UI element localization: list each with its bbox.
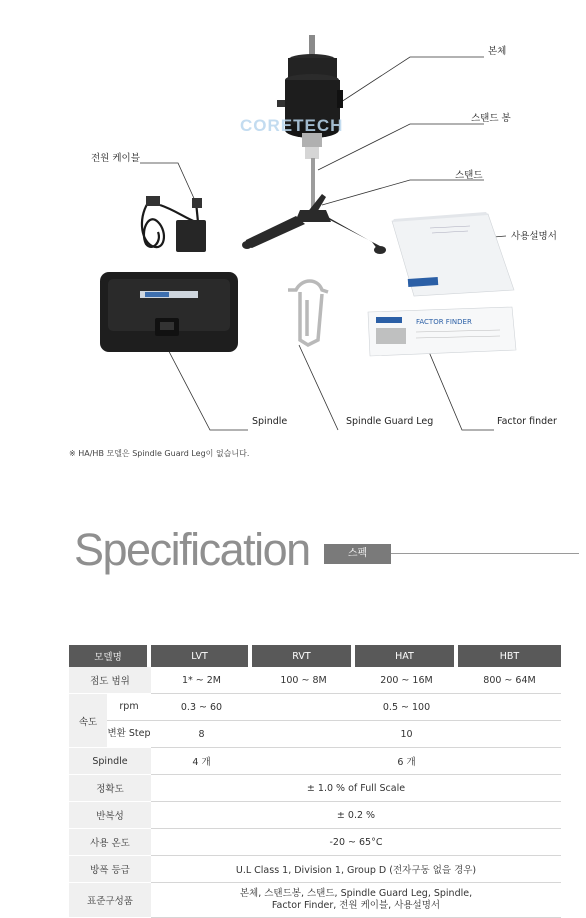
spindle-case xyxy=(100,272,238,352)
table-cell: 10 xyxy=(252,721,561,748)
label-stand: 스탠드 xyxy=(455,170,483,181)
spec-title: Specification xyxy=(74,524,310,575)
label-spindle: Spindle xyxy=(252,416,288,427)
header-model: 모델명 xyxy=(69,645,151,667)
manual xyxy=(392,212,514,296)
power-adapter xyxy=(176,220,206,252)
header-lvt: LVT xyxy=(151,645,252,667)
row-label: 방폭 등급 xyxy=(69,856,151,883)
table-row xyxy=(69,775,561,802)
table-row xyxy=(69,694,561,721)
table-row xyxy=(69,748,561,775)
guard-leg xyxy=(288,281,328,345)
table-cell: -20 ~ 65°C xyxy=(151,829,561,856)
row-label: 사용 온도 xyxy=(69,829,151,856)
header-rvt: RVT xyxy=(252,645,355,667)
table-row xyxy=(69,667,561,694)
viscometer-body xyxy=(277,35,343,159)
row-label: 정확도 xyxy=(69,775,151,802)
header-hbt: HBT xyxy=(458,645,561,667)
svg-text:FACTOR FINDER: FACTOR FINDER xyxy=(416,318,472,326)
spec-divider xyxy=(391,553,579,554)
table-cell: 800 ~ 64M xyxy=(458,667,561,694)
table-cell-line: 본체, 스탠드봉, 스탠드, Spindle Guard Leg, Spindle, xyxy=(239,888,473,899)
table-cell: 0.5 ~ 100 xyxy=(252,694,561,721)
row-sublabel: 변환 Step xyxy=(107,728,151,739)
model-note: ※ HA/HB 모델은 Spindle Guard Leg이 없습니다. xyxy=(69,449,250,458)
row-label: 반복성 xyxy=(69,802,151,829)
table-row xyxy=(69,883,561,918)
label-stand-rod: 스탠드 봉 xyxy=(471,113,511,124)
label-power-cable: 전원 케이블 xyxy=(91,153,140,164)
table-cell: 6 개 xyxy=(252,748,561,775)
row-label: Spindle xyxy=(69,748,151,775)
row-sublabel: rpm xyxy=(107,694,151,721)
table-row xyxy=(69,856,561,883)
header-hat: HAT xyxy=(355,645,458,667)
label-guard-leg: Spindle Guard Leg xyxy=(346,416,434,427)
table-cell: U.L Class 1, Division 1, Group D (전자구동 없을 경우) xyxy=(151,856,561,883)
table-cell: 4 개 xyxy=(151,748,252,775)
spec-badge: 스펙 xyxy=(324,544,391,564)
table-cell: 200 ~ 16M xyxy=(355,667,458,694)
label-body: 본체 xyxy=(488,46,507,57)
row-group-label: 속도 xyxy=(78,716,98,728)
label-manual: 사용설명서 xyxy=(511,231,557,242)
table-cell: ± 1.0 % of Full Scale xyxy=(151,775,561,802)
table-cell: ± 0.2 % xyxy=(151,802,561,829)
table-row xyxy=(69,802,561,829)
watermark: CORETECH xyxy=(240,116,344,135)
table-cell: 1* ~ 2M xyxy=(151,667,252,694)
label-factor-finder: Factor finder xyxy=(497,416,557,427)
table-cell: 0.3 ~ 60 xyxy=(151,694,252,721)
table-cell: 100 ~ 8M xyxy=(252,667,355,694)
table-row xyxy=(69,829,561,856)
table-cell: 8 xyxy=(151,721,252,748)
spec-table xyxy=(69,645,561,918)
row-label: 점도 범위 xyxy=(69,667,151,694)
row-label: 표준구성품 xyxy=(69,883,151,918)
table-cell-line: Factor Finder, 전원 케이블, 사용설명서 xyxy=(271,900,441,911)
factor-finder-card xyxy=(368,307,516,356)
table-header-row xyxy=(69,645,561,667)
